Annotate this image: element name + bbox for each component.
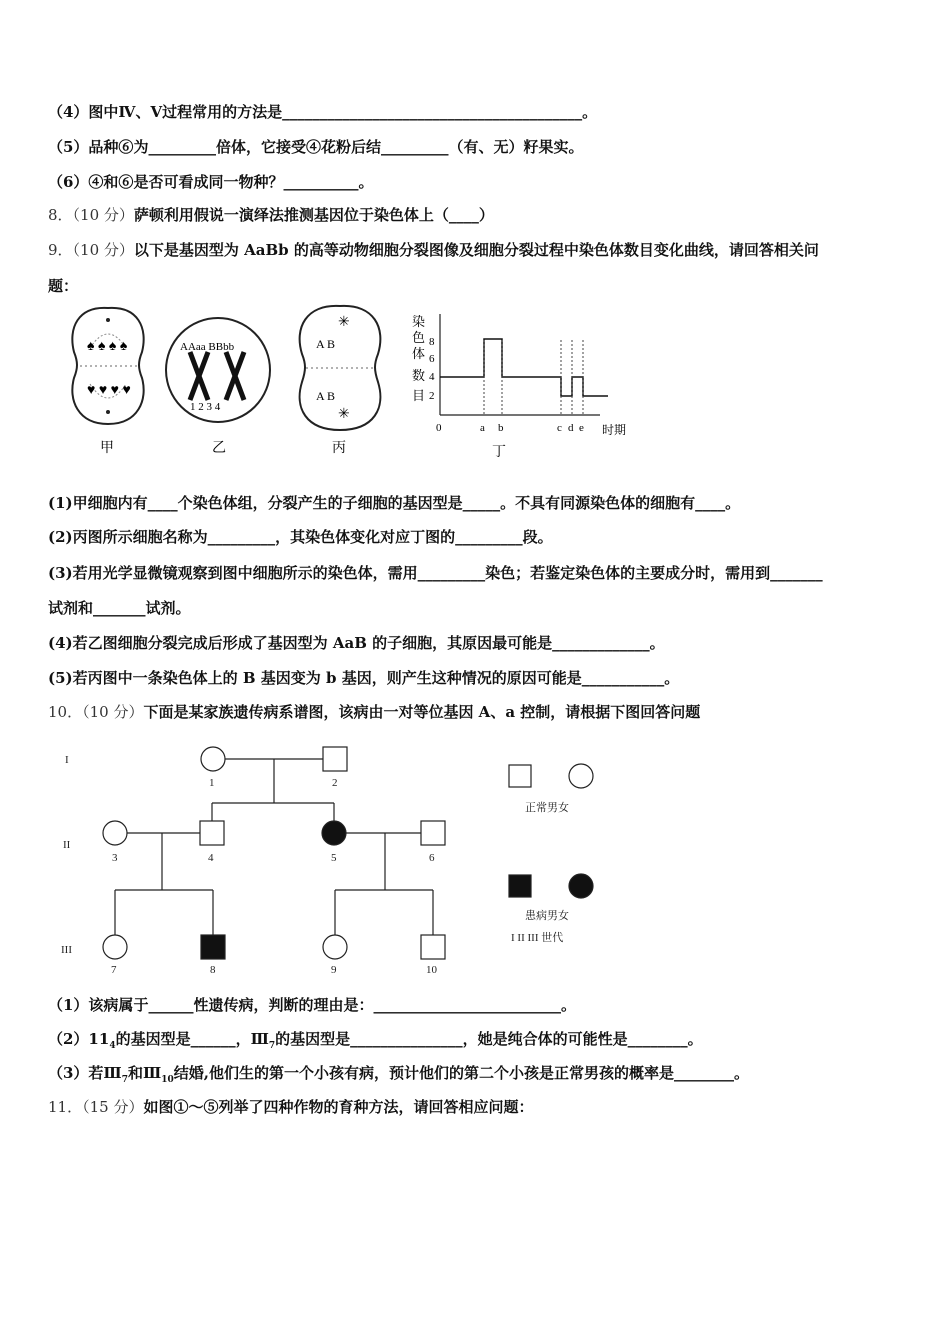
y-axis-label-2: 色 [412, 330, 426, 345]
ped-person-9 [323, 935, 347, 959]
legend-affected-label: 患病男女 [525, 910, 569, 922]
q10-sub-1: （1）该病属于______性遗传病，判断的理由是：_________________________。 [48, 996, 576, 1014]
ped-num-5: 5 [331, 852, 337, 864]
q8-text: 萨顿利用假说一演绎法推测基因位于染色体上（____） [133, 206, 494, 224]
label-bing: 丙 [332, 441, 346, 456]
y-tick-8: 8 [429, 336, 435, 348]
q9-sub-5: (5)若丙图中一条染色体上的 B 基因变为 b 基因，则产生这种情况的原因可能是___________。 [48, 669, 680, 687]
x-tick-d: d [568, 422, 574, 434]
ped-person-3 [103, 821, 127, 845]
q10-2-part-c: 的基因型是_______________，她是纯合体的可能性是________。 [275, 1030, 703, 1048]
svg-text:✳: ✳ [338, 407, 350, 422]
legend-affected-female [569, 874, 593, 898]
svg-text:♥ ♥ ♥ ♥: ♥ ♥ ♥ ♥ [87, 383, 131, 398]
q9-sub-1: (1)甲细胞内有____个染色体组，分裂产生的子细胞的基因型是_____。不具有同源染色体的细胞有____。 [48, 494, 741, 512]
q10-line [48, 702, 700, 722]
ped-person-6 [421, 821, 445, 845]
label-ding: 丁 [492, 445, 506, 460]
q10-2-part-a: （2）11 [48, 1030, 110, 1048]
x-tick-c: c [557, 422, 562, 434]
ped-person-2 [323, 747, 347, 771]
q11-text: 如图①～⑤列举了四种作物的育种方法，请回答相应问题： [143, 1098, 534, 1116]
cell-division-figure [60, 300, 650, 465]
ped-num-7: 7 [111, 964, 117, 976]
x-axis-label: 时期 [602, 423, 627, 437]
ped-num-1: 1 [209, 777, 215, 789]
q10-3-sub2: 10 [161, 1075, 174, 1085]
x-tick-e: e [579, 422, 584, 434]
q8-number: 8．（10 分） [48, 206, 134, 224]
x-tick-b: b [498, 422, 504, 434]
x-tick-a: a [480, 422, 485, 434]
label-jia: 甲 [100, 441, 114, 456]
bing-bottom-genes: A B [316, 389, 336, 403]
q9-text: 以下是基因型为 AaBb 的高等动物细胞分裂图像及细胞分裂过程中染色体数目变化曲线，请回答相关问 [133, 241, 819, 259]
cell-jia [72, 308, 143, 456]
chart-step-series [440, 339, 608, 396]
svg-text:♠ ♠ ♠ ♠: ♠ ♠ ♠ ♠ [87, 339, 128, 354]
ped-num-2: 2 [332, 777, 338, 789]
legend-normal-male [509, 765, 531, 787]
q10-3-part-c: 结婚,他们生的第一个小孩有病，预计他们的第二个小孩是正常男孩的概率是________。 [173, 1064, 750, 1082]
q9-sub-2: (2)丙图所示细胞名称为_________，其染色体变化对应丁图的_________段。 [48, 528, 553, 546]
q7-line-6: （6）④和⑥是否可看成同一物种？__________。 [48, 173, 374, 191]
y-tick-2: 2 [429, 390, 435, 402]
q10-3-sub: 7 [121, 1075, 128, 1085]
y-axis-label-1: 染 [412, 314, 426, 329]
bing-top-genes: A B [316, 337, 336, 351]
ped-person-1 [201, 747, 225, 771]
q9-line-cont: 题： [48, 277, 79, 295]
q8-line [48, 205, 494, 225]
q9-line [48, 240, 819, 260]
y-tick-6: 6 [429, 353, 435, 365]
ped-num-6: 6 [429, 852, 435, 864]
legend-gen-label: I II III 世代 [511, 932, 564, 944]
legend-normal-female [569, 764, 593, 788]
ped-num-4: 4 [208, 852, 214, 864]
ped-num-8: 8 [210, 964, 216, 976]
y-tick-4: 4 [429, 371, 435, 383]
legend-normal-label: 正常男女 [525, 802, 569, 814]
svg-text:✳: ✳ [338, 315, 350, 330]
q11-number: 11．（15 分） [48, 1098, 144, 1116]
q10-3-part-b: 和Ⅲ [127, 1064, 162, 1082]
ped-person-4 [200, 821, 224, 845]
ped-person-8 [201, 935, 225, 959]
q10-3-part-a: （3）若Ⅲ [48, 1064, 122, 1082]
q10-2-sub2: 7 [268, 1041, 276, 1051]
q10-2-sub: 4 [109, 1041, 116, 1051]
gen-label-I: I [65, 754, 69, 766]
x-tick-0: 0 [436, 422, 442, 434]
q10-sub-2 [48, 1029, 703, 1056]
chromosome-count-line [440, 339, 608, 415]
q9-sub-3-cont: 试剂和_______试剂。 [48, 599, 191, 617]
q7-line-5: （5）品种⑥为_________倍体，它接受④花粉后结_________（有、无）籽果实。 [48, 138, 584, 156]
pedigree-figure [55, 735, 635, 980]
ped-num-9: 9 [331, 964, 337, 976]
gen-label-II: II [63, 839, 71, 851]
y-axis-label-5: 目 [412, 388, 426, 403]
label-yi: 乙 [212, 441, 226, 456]
ped-person-7 [103, 935, 127, 959]
yi-numbers: 1 2 3 4 [190, 401, 221, 413]
yi-genes: AAaa BBbb [180, 341, 235, 353]
q9-sub-3: (3)若用光学显微镜观察到图中细胞所示的染色体，需用_________染色；若鉴定染色体的主要成分时，需用到_______ [48, 564, 823, 582]
q10-text: 下面是某家族遗传病系谱图，该病由一对等位基因 A、a 控制，请根据下图回答问题 [143, 703, 701, 721]
chart-ding [412, 314, 626, 460]
legend-affected-male [509, 875, 531, 897]
q10-sub-3 [48, 1063, 749, 1090]
cell-bing [300, 306, 381, 456]
gen-label-III: III [61, 944, 72, 956]
ped-person-5 [322, 821, 346, 845]
ped-num-10: 10 [426, 964, 437, 976]
cell-yi [166, 318, 270, 456]
ped-person-10 [421, 935, 445, 959]
q10-number: 10．（10 分） [48, 703, 144, 721]
q7-line-4: （4）图中Ⅳ、Ⅴ过程常用的方法是________________________________________。 [48, 103, 598, 121]
q9-sub-4: (4)若乙图细胞分裂完成后形成了基因型为 AaB 的子细胞，其原因最可能是_____________。 [48, 634, 665, 652]
q9-number: 9．（10 分） [48, 241, 134, 259]
y-axis-label-3: 体 [412, 346, 426, 361]
q10-2-part-b: 的基因型是______，Ⅲ [115, 1030, 269, 1048]
ped-num-3: 3 [112, 852, 118, 864]
y-axis-label-4: 数 [412, 368, 426, 383]
q11-line [48, 1097, 533, 1117]
